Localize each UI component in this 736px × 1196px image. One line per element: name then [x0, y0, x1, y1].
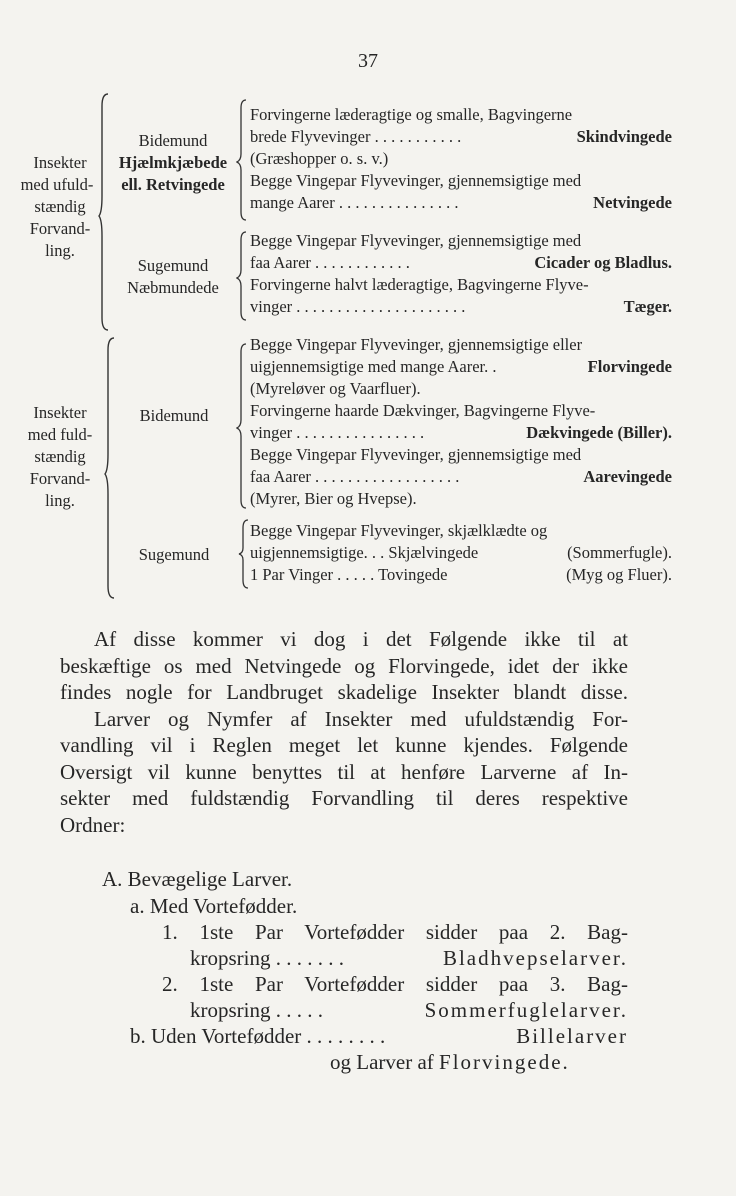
description-line: (Myrer, Bier og Hvepse).	[250, 489, 417, 508]
description-line: Begge Vingepar Flyvevinger, skjælklædte og	[250, 521, 548, 540]
order-name: Netvingede	[593, 193, 672, 212]
description-line: 1 Par Vinger . . . . . Tovingede (Myg og Fluer).	[250, 565, 672, 584]
description-line: uigjennemsigtige med mange Aarer. . Florvingede	[250, 357, 672, 376]
paragraph-line: beskæftige os med Netvingede og Florvingede, idet der ikke	[60, 653, 628, 678]
paragraph-line: sekter med fuldstændig Forvandling til deres respektive	[60, 786, 628, 810]
description-line: Begge Vingepar Flyvevinger, gjennemsigtige med	[250, 445, 582, 464]
subgroup-brace	[236, 98, 250, 222]
description-line: Begge Vingepar Flyvevinger, gjennemsigtige med	[250, 171, 582, 190]
description-line: (Græshopper o. s. v.)	[250, 149, 389, 168]
description-line: Forvingerne halvt læderagtige, Bagvingerne Flyve-	[250, 275, 589, 294]
paragraph-line: Oversigt vil kunne benyttes til at henføre Larverne af In-	[60, 759, 628, 784]
subgroup-brace	[236, 230, 250, 322]
page-number: 37	[358, 50, 378, 72]
description-line: uigjennemsigtige. . . Skjælvingede (Sommerfugle).	[250, 543, 672, 562]
order-name: Florvingede	[587, 357, 672, 376]
description-line: faa Aarer . . . . . . . . . . . . Cicader og Bladlus.	[250, 253, 672, 272]
description-line: Begge Vingepar Flyvevinger, gjennemsigtige eller	[250, 335, 583, 354]
order-name: Aarevingede	[583, 467, 672, 486]
outline-heading-a: a. Med Vortefødder.	[130, 894, 298, 918]
description-line: Forvingerne haarde Dækvinger, Bagvingerne Flyve-	[250, 401, 596, 420]
paragraph-line: vandling vil i Reglen meget let kunne kjendes. Følgende	[60, 733, 628, 757]
order-name: Dækvingede (Biller).	[526, 423, 672, 442]
order-name: Tæger.	[623, 297, 672, 316]
outline-item-2: 2. 1ste Par Vortefødder sidder paa 3. Bag-	[162, 972, 628, 996]
group-label: Insekter med fuld- stændig Forvand- ling.	[27, 403, 93, 510]
subgroup-brace	[236, 342, 250, 510]
description-line: mange Aarer . . . . . . . . . . . . . . . Netvingede	[250, 193, 672, 212]
body-paragraph	[60, 626, 628, 838]
group-label: Insekter med ufuld- stændig Forvand- ling.	[20, 153, 94, 260]
order-name: uigjennemsigtige. . . Skjælvingede	[250, 543, 479, 562]
outline-heading-A: A. Bevægelige Larver.	[102, 867, 293, 891]
description-line: (Myreløver og Vaarfluer).	[250, 379, 421, 398]
mouth-type: Bidemund Hjælmkjæbede ell. Retvingede	[118, 131, 228, 194]
description-line: Begge Vingepar Flyvevinger, gjennemsigtige med	[250, 231, 582, 250]
order-name: Skindvingede	[576, 127, 672, 146]
outline-heading-b: b. Uden Vortefødder . . . . . . . . Billelarver	[130, 1024, 628, 1048]
description-line: vinger . . . . . . . . . . . . . . . . Dækvingede (Biller).	[250, 423, 672, 442]
description-line: brede Flyvevinger . . . . . . . . . . . Skindvingede	[250, 127, 672, 146]
order-name: Sommerfuglelarver.	[424, 998, 628, 1022]
description-line: faa Aarer . . . . . . . . . . . . . . . . . . Aarevingede	[250, 467, 672, 486]
outline-heading-b-cont: og Larver af Florvingede.	[330, 1050, 570, 1074]
paragraph-line: Af disse kommer vi dog i det Følgende ikke til at	[94, 627, 628, 651]
paragraph-line: Larver og Nymfer af Insekter med ufuldstændig For-	[94, 706, 628, 731]
description-line: Forvingerne læderagtige og smalle, Bagvingerne	[250, 105, 573, 124]
mouth-type: Sugemund Næbmundede	[127, 256, 219, 297]
order-name: Billelarver	[516, 1024, 628, 1048]
description-line: vinger . . . . . . . . . . . . . . . . . . . . . Tæger.	[250, 297, 672, 316]
order-name: Florvingede.	[439, 1050, 570, 1074]
outline-item-2-cont: kropsring . . . . . Sommerfuglelarver.	[190, 998, 628, 1022]
outline-item-1-cont: kropsring . . . . . . . Bladhvepselarver.	[190, 946, 628, 970]
paragraph-line: findes nogle for Landbruget skadelige Insekter blandt disse.	[60, 680, 628, 704]
mouth-type: Bidemund	[139, 406, 209, 425]
mouth-type: Sugemund	[138, 545, 210, 564]
paragraph-line: Ordner:	[60, 812, 126, 837]
order-name: Bladhvepselarver.	[442, 946, 628, 970]
outline-item-1: 1. 1ste Par Vortefødder sidder paa 2. Bag-	[162, 920, 628, 944]
order-name: Cicader og Bladlus.	[534, 253, 672, 272]
